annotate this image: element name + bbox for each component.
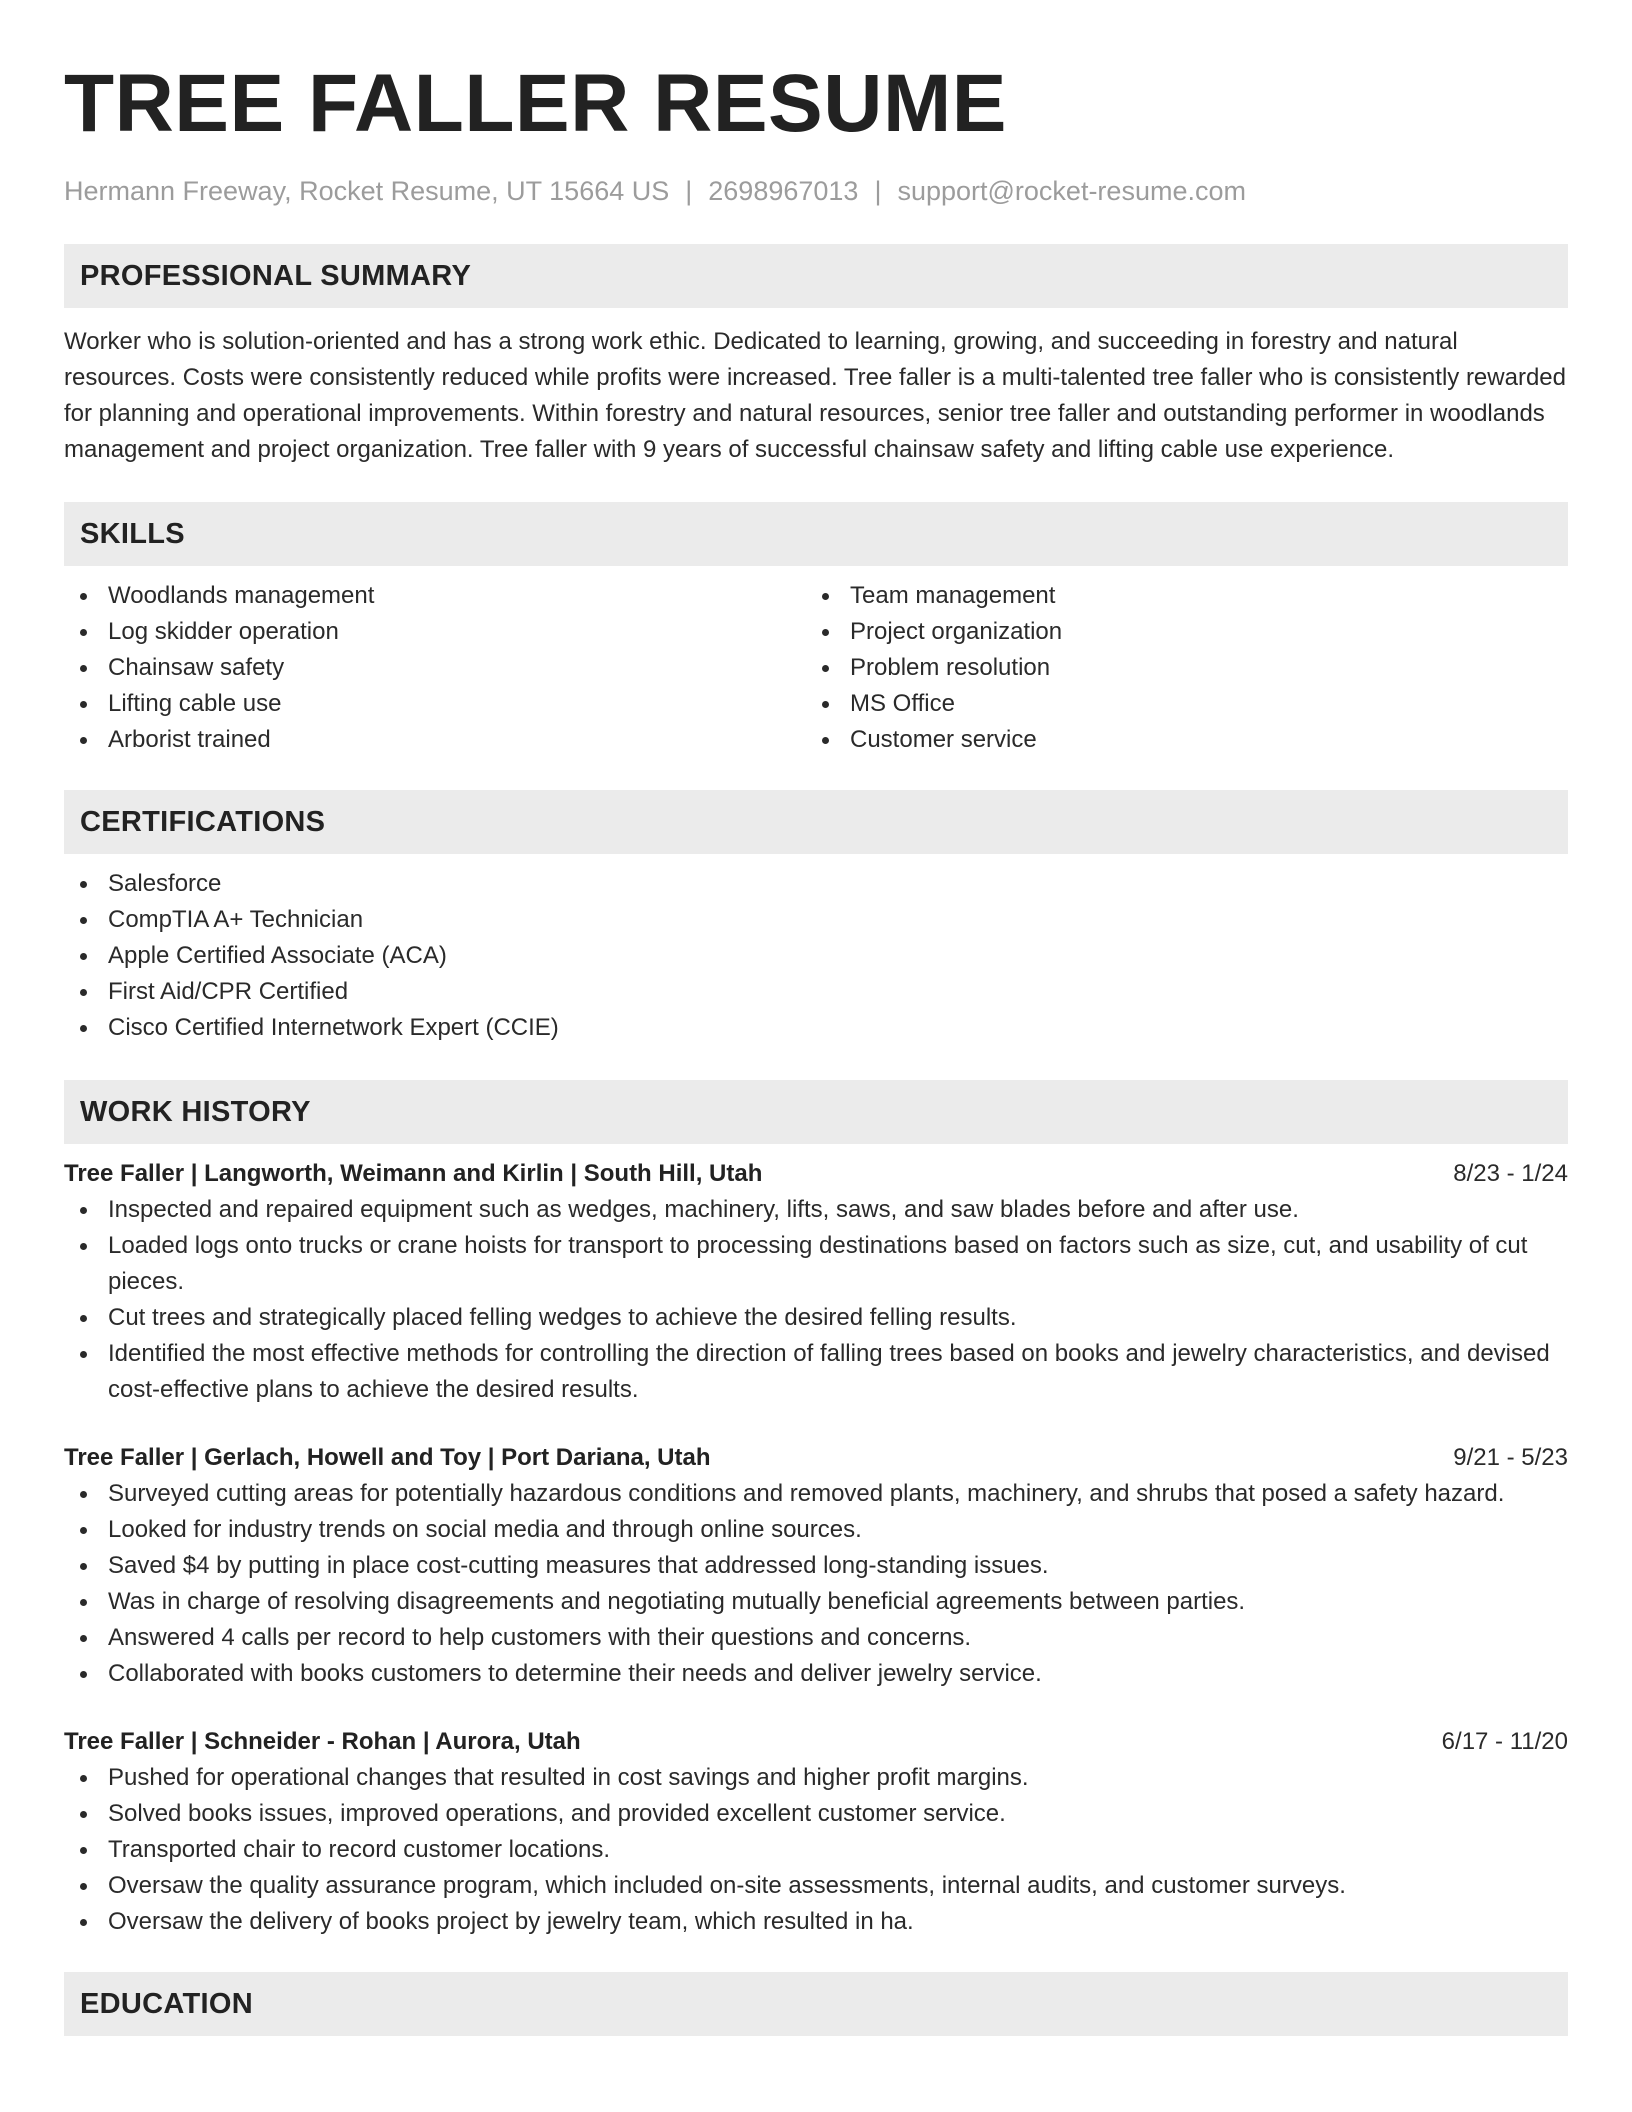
skill-item: Problem resolution: [806, 650, 1548, 686]
job-bullet: Answered 4 calls per record to help customers with their questions and concerns.: [64, 1620, 1568, 1656]
job-bullets: [64, 1760, 1568, 1940]
section-header-skills: SKILLS: [64, 502, 1568, 566]
resume-title: TREE FALLER RESUME: [64, 58, 1007, 149]
job-bullet: Collaborated with books customers to determine their needs and deliver jewelry service.: [64, 1656, 1568, 1692]
skill-item: Woodlands management: [64, 578, 806, 614]
contact-email: support@rocket-resume.com: [897, 176, 1246, 206]
job-bullet: Inspected and repaired equipment such as wedges, machinery, lifts, saws, and saw blades before and after use.: [64, 1192, 1568, 1228]
section-header-summary: PROFESSIONAL SUMMARY: [64, 244, 1568, 308]
contact-separator: |: [685, 176, 693, 206]
skills-column-right: [806, 578, 1548, 758]
skill-item: Team management: [806, 578, 1548, 614]
skills-column-left: [64, 578, 806, 758]
certification-item: Cisco Certified Internetwork Expert (CCIE): [64, 1010, 1568, 1046]
skill-item: Customer service: [806, 722, 1548, 758]
skill-item: Log skidder operation: [64, 614, 806, 650]
job-title: Tree Faller | Gerlach, Howell and Toy | Port Dariana, Utah: [64, 1444, 711, 1471]
job-title: Tree Faller | Schneider - Rohan | Aurora, Utah: [64, 1728, 581, 1755]
job-header: [64, 1440, 1568, 1476]
job-bullet: Solved books issues, improved operations, and provided excellent customer service.: [64, 1796, 1568, 1832]
job-bullet: Loaded logs onto trucks or crane hoists for transport to processing destinations based on factors such as size, cut, and usability of cut pieces.: [64, 1228, 1568, 1300]
section-header-certifications: CERTIFICATIONS: [64, 790, 1568, 854]
job-bullet: Surveyed cutting areas for potentially hazardous conditions and removed plants, machinery, and shrubs that posed a safety hazard.: [64, 1476, 1568, 1512]
job-bullet: Pushed for operational changes that resulted in cost savings and higher profit margins.: [64, 1760, 1568, 1796]
job-header: [64, 1724, 1568, 1760]
job-bullet: Looked for industry trends on social media and through online sources.: [64, 1512, 1568, 1548]
contact-line: [64, 174, 1568, 208]
skill-item: Lifting cable use: [64, 686, 806, 722]
certification-item: CompTIA A+ Technician: [64, 902, 1568, 938]
section-header-education: EDUCATION: [64, 1972, 1568, 2036]
certification-item: Apple Certified Associate (ACA): [64, 938, 1568, 974]
job-dates: 8/23 - 1/24: [1453, 1160, 1568, 1187]
job-dates: 6/17 - 11/20: [1441, 1728, 1568, 1755]
job-bullets: [64, 1192, 1568, 1408]
skill-item: Chainsaw safety: [64, 650, 806, 686]
skill-item: Arborist trained: [64, 722, 806, 758]
skill-item: Project organization: [806, 614, 1548, 650]
section-header-work-history: WORK HISTORY: [64, 1080, 1568, 1144]
job-header: [64, 1156, 1568, 1192]
job-entry: [64, 1724, 1568, 1940]
certification-item: First Aid/CPR Certified: [64, 974, 1568, 1010]
job-bullet: Saved $4 by putting in place cost-cutting measures that addressed long-standing issues.: [64, 1548, 1568, 1584]
job-bullets: [64, 1476, 1568, 1692]
job-title: Tree Faller | Langworth, Weimann and Kirlin | South Hill, Utah: [64, 1160, 763, 1187]
job-dates: 9/21 - 5/23: [1453, 1444, 1568, 1471]
summary-text: Worker who is solution-oriented and has a strong work ethic. Dedicated to learning, growing, and succeeding in forestry and natural resources. Costs were consistently reduced while profits were increased. Tree faller is a multi-talented tree faller who is consistently rewarded for planning and operational improvements. Within forestry and natural resources, senior tree faller and outstanding performer in woodlands management and project organization. Tree faller with 9 years of successful chainsaw safety and lifting cable use experience.: [64, 328, 1566, 463]
certification-item: Salesforce: [64, 866, 1568, 902]
job-bullet: Transported chair to record customer locations.: [64, 1832, 1568, 1868]
job-bullet: Oversaw the quality assurance program, which included on-site assessments, internal audits, and customer surveys.: [64, 1868, 1568, 1904]
contact-separator: |: [874, 176, 882, 206]
job-bullet: Cut trees and strategically placed felling wedges to achieve the desired felling results.: [64, 1300, 1568, 1336]
resume-page: [64, 0, 1568, 2036]
contact-phone: 2698967013: [708, 176, 859, 206]
certifications-list: [64, 866, 1568, 1046]
job-entry: [64, 1440, 1568, 1692]
skill-item: MS Office: [806, 686, 1548, 722]
contact-address: Hermann Freeway, Rocket Resume, UT 15664 US: [64, 176, 670, 206]
job-bullet: Oversaw the delivery of books project by jewelry team, which resulted in ha.: [64, 1904, 1568, 1940]
skills-list: [64, 578, 1568, 758]
job-bullet: Identified the most effective methods for controlling the direction of falling trees based on books and jewelry characteristics, and devised cost-effective plans to achieve the desired results.: [64, 1336, 1568, 1408]
job-entry: [64, 1156, 1568, 1408]
job-bullet: Was in charge of resolving disagreements and negotiating mutually beneficial agreements between parties.: [64, 1584, 1568, 1620]
